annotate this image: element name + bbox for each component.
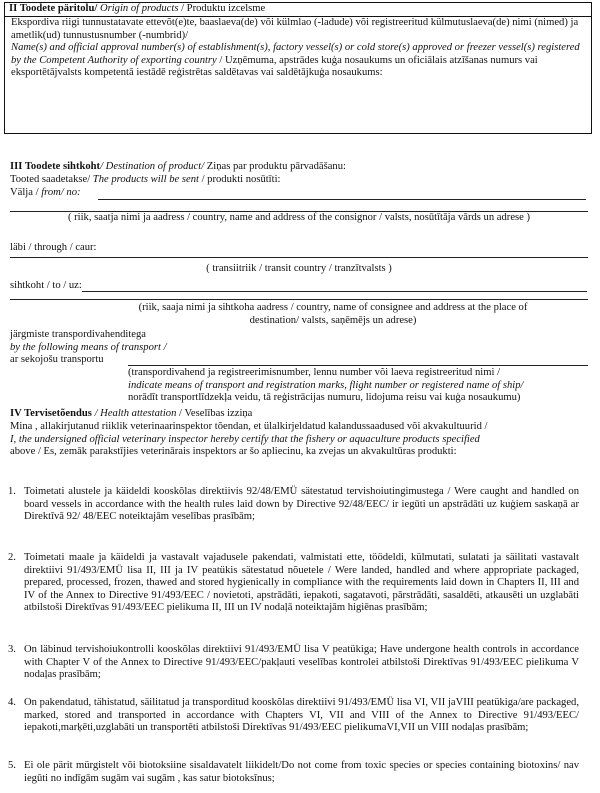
health-title-tail: / Veselības izziņa (176, 408, 253, 419)
transport-fill-line[interactable] (128, 365, 588, 366)
destination-title-tail: Ziņas par produktu pārvadāšanu: (204, 161, 346, 172)
health-title-italic: / Health attestation (91, 408, 177, 419)
attestation-item-4 (8, 697, 579, 735)
from-label (10, 187, 81, 200)
sent-en: The products will be sent (90, 174, 199, 185)
registration-caption-en-text: indicate means of transport and registration marks, flight number or registered name of ship/ (128, 379, 524, 391)
item-text: On läbinud tervishoiukontrolli kooskõlas direktiivi 91/493/EMÜ lisa V peatükiga; Have undergone health controls in accordance with Chapter V of the Annex to Directive 91/493/EEC/pakļauti veselības kontrolei atbilstoši Direktīvas 91/493/EEC pielikuma V nodaļas prasībām; (24, 644, 579, 681)
origin-line-en-lv (11, 42, 587, 80)
through-label: läbi / through / caur: (10, 242, 97, 253)
origin-title-bold: II Toodete päritolu/ (9, 3, 98, 14)
registration-caption-en (128, 380, 588, 393)
item-number: 2. (8, 552, 16, 563)
transport-means-et: järgmiste transpordivahenditega (10, 329, 147, 340)
attestation-item-3 (8, 644, 579, 682)
item-number: 5. (8, 760, 16, 771)
destination-title-bold: III Toodete sihtkoht (10, 161, 101, 172)
from-et: Välja / (10, 187, 39, 198)
transit-caption: ( transiitriik / transit country / tranzītvalsts ) (206, 263, 392, 274)
origin-title-italic: Origin of products (97, 3, 179, 14)
registration-caption (128, 367, 588, 405)
origin-section-box (4, 2, 592, 134)
origin-line-lv: / Uzņēmuma, apstrādes kuģa nosaukums un oficiālais atzīšanas numurs vai eksportētājvalsts kompetentā iestādē reģistrētas saldētavas vai saldētājkuģa nosaukums: (11, 54, 538, 79)
destination-title-italic: / Destination of product/ (100, 161, 205, 172)
sent-et: Tooted saadetakse/ (10, 174, 91, 185)
health-title-bold: IV Tervisetõendus (10, 408, 92, 419)
from-en-lv: from/ no: (38, 187, 81, 198)
item-text: Toimetati alustele ja käideldi kooskõlas direktiivis 92/48/EMÜ sätestatud tervishoiutingimustega / Were caught and handled on board vessels in accordance with the health rules laid down by Directive 92/48/EEC/ ir iegūti un apstrādāti uz kuģiem saskaņā ar Direktīvā 92/ 48/EEC noteiktajām veselības prasībām; (24, 486, 579, 523)
origin-section-title (5, 3, 591, 17)
health-intro-en-text: I, the undersigned official veterinary inspector hereby certify that the fishery or aquaculture products specified (10, 433, 480, 445)
registration-caption-et: (transpordivahend ja registreerimisnumber, lennu number või laeva registreeritud nimi / (128, 367, 501, 378)
transport-means-label (10, 329, 167, 367)
consignee-caption-1: (riik, saaja nimi ja sihtkoha aadress / country, name of consignee and address at the place of (138, 302, 528, 313)
from-fill-line[interactable] (98, 199, 586, 200)
transport-means-en-text: by the following means of transport / (10, 341, 167, 353)
consignee-caption (78, 302, 588, 327)
transport-means-lv: ar sekojošu transportu (10, 354, 104, 366)
to-fill-line-2[interactable] (10, 299, 588, 300)
registration-caption-lv: norādīt transportlīdzekļa veidu, tā reģistrācijas numuru, lidojuma reisu vai kuģa nosaukumu) (128, 392, 521, 404)
item-number: 3. (8, 644, 16, 655)
item-text: Toimetati maale ja käideldi ja vastavalt vajadusele pakendati, valmistati ette, töödeldi, külmutati, sulatati ja säilitati vastavalt direktiivi 91/493/EMÜ lisa II, III ja IV peatükis sätestatud nõuetele / Were landed, handled and where appropriate packaged, prepared, processed, frozen, thawed and stored hygienically in compliance with the requirements laid down in Chapters II, III and IV of the Annex to Directive 91/493/EEC / novietoti, apstrādāti, iepakoti, sagatavoti, pārstrādāti, sasaldēti, atkausēti un uzglabāti atbilstoši Direktīvas 91/493/EEC pielikuma II, III un IV nodaļā noteiktajām higiēnas prasībām; (24, 552, 579, 614)
consignor-caption: ( riik, saatja nimi ja aadress / country, name and address of the consignor / valsts, nosūtītāja vārds un adrese ) (67, 212, 531, 223)
health-section-title (10, 408, 252, 421)
health-intro-et: Mina , allakirjutanud riiklik veterinaarinspektor tõendan, et ülalkirjeldatud kalandussaadused või akvakultuurid / (10, 421, 488, 432)
consignee-caption-2: destination/ valsts, saņēmējs un adrese) (249, 314, 417, 326)
attestation-item-1 (8, 486, 579, 524)
item-number: 4. (8, 697, 16, 708)
item-number: 1. (8, 486, 16, 497)
attestation-item-5 (8, 760, 579, 785)
origin-title-tail: / Produktu izcelsme (178, 3, 266, 14)
origin-section-body (11, 17, 587, 80)
health-intro (10, 421, 590, 459)
through-fill-line[interactable] (10, 257, 588, 258)
destination-section-title (10, 161, 346, 174)
to-label: sihtkoht / to / uz: (10, 280, 82, 291)
origin-line-et: Ekspordiva riigi tunnustatavate ettevõt(e)te, baaslaeva(de) või külmlao (-ladude) või registreeritud külmutuslaeva(de) nimi (nimed) ja ametlik(ud) tunnustusnumber (-numbrid)/ (11, 17, 579, 41)
products-sent-line (10, 174, 280, 187)
item-text: On pakendatud, tähistatud, säilitatud ja transporditud kooskõlas direktiivi 91/493/EMÜ lisa VI, VII jaVIII peatükiga/are packaged, marked, stored and transported in accordance with Chapters VI, VII and VIII of the Annex to Directive 91/493/EEC/ iepakoti,marķēti,uzglabāti un transportēti atbilstoši Direktīvas 91/493/EEC pielikumaVI,VII un VIII nodaļas prasībām; (24, 697, 579, 734)
to-fill-line[interactable] (82, 291, 587, 292)
transport-means-en (10, 342, 167, 355)
attestation-item-2 (8, 552, 579, 615)
item-text: Ei ole pärit mürgistelt või biotoksiine sisaldavatelt liikidelt/Do not come from toxic species or species containing biotoxins/ nav iegūti no indīgām sugām vai sugām , kas satur biotoksīnus; (24, 760, 579, 784)
origin-line-en: Name(s) and official approval number(s) of establishment(s), factory vessel(s) or cold store(s) approved or freezer vessel(s) registered by the Competent Authority of exporting country (11, 42, 580, 66)
sent-lv: / produkti nosūtīti: (198, 174, 281, 185)
health-intro-lv: above / Es, zemāk parakstījies veterinārais inspektors ar šo apliecinu, ka zvejas un akvakultūras produkti: (10, 446, 457, 458)
health-intro-en (10, 434, 590, 447)
